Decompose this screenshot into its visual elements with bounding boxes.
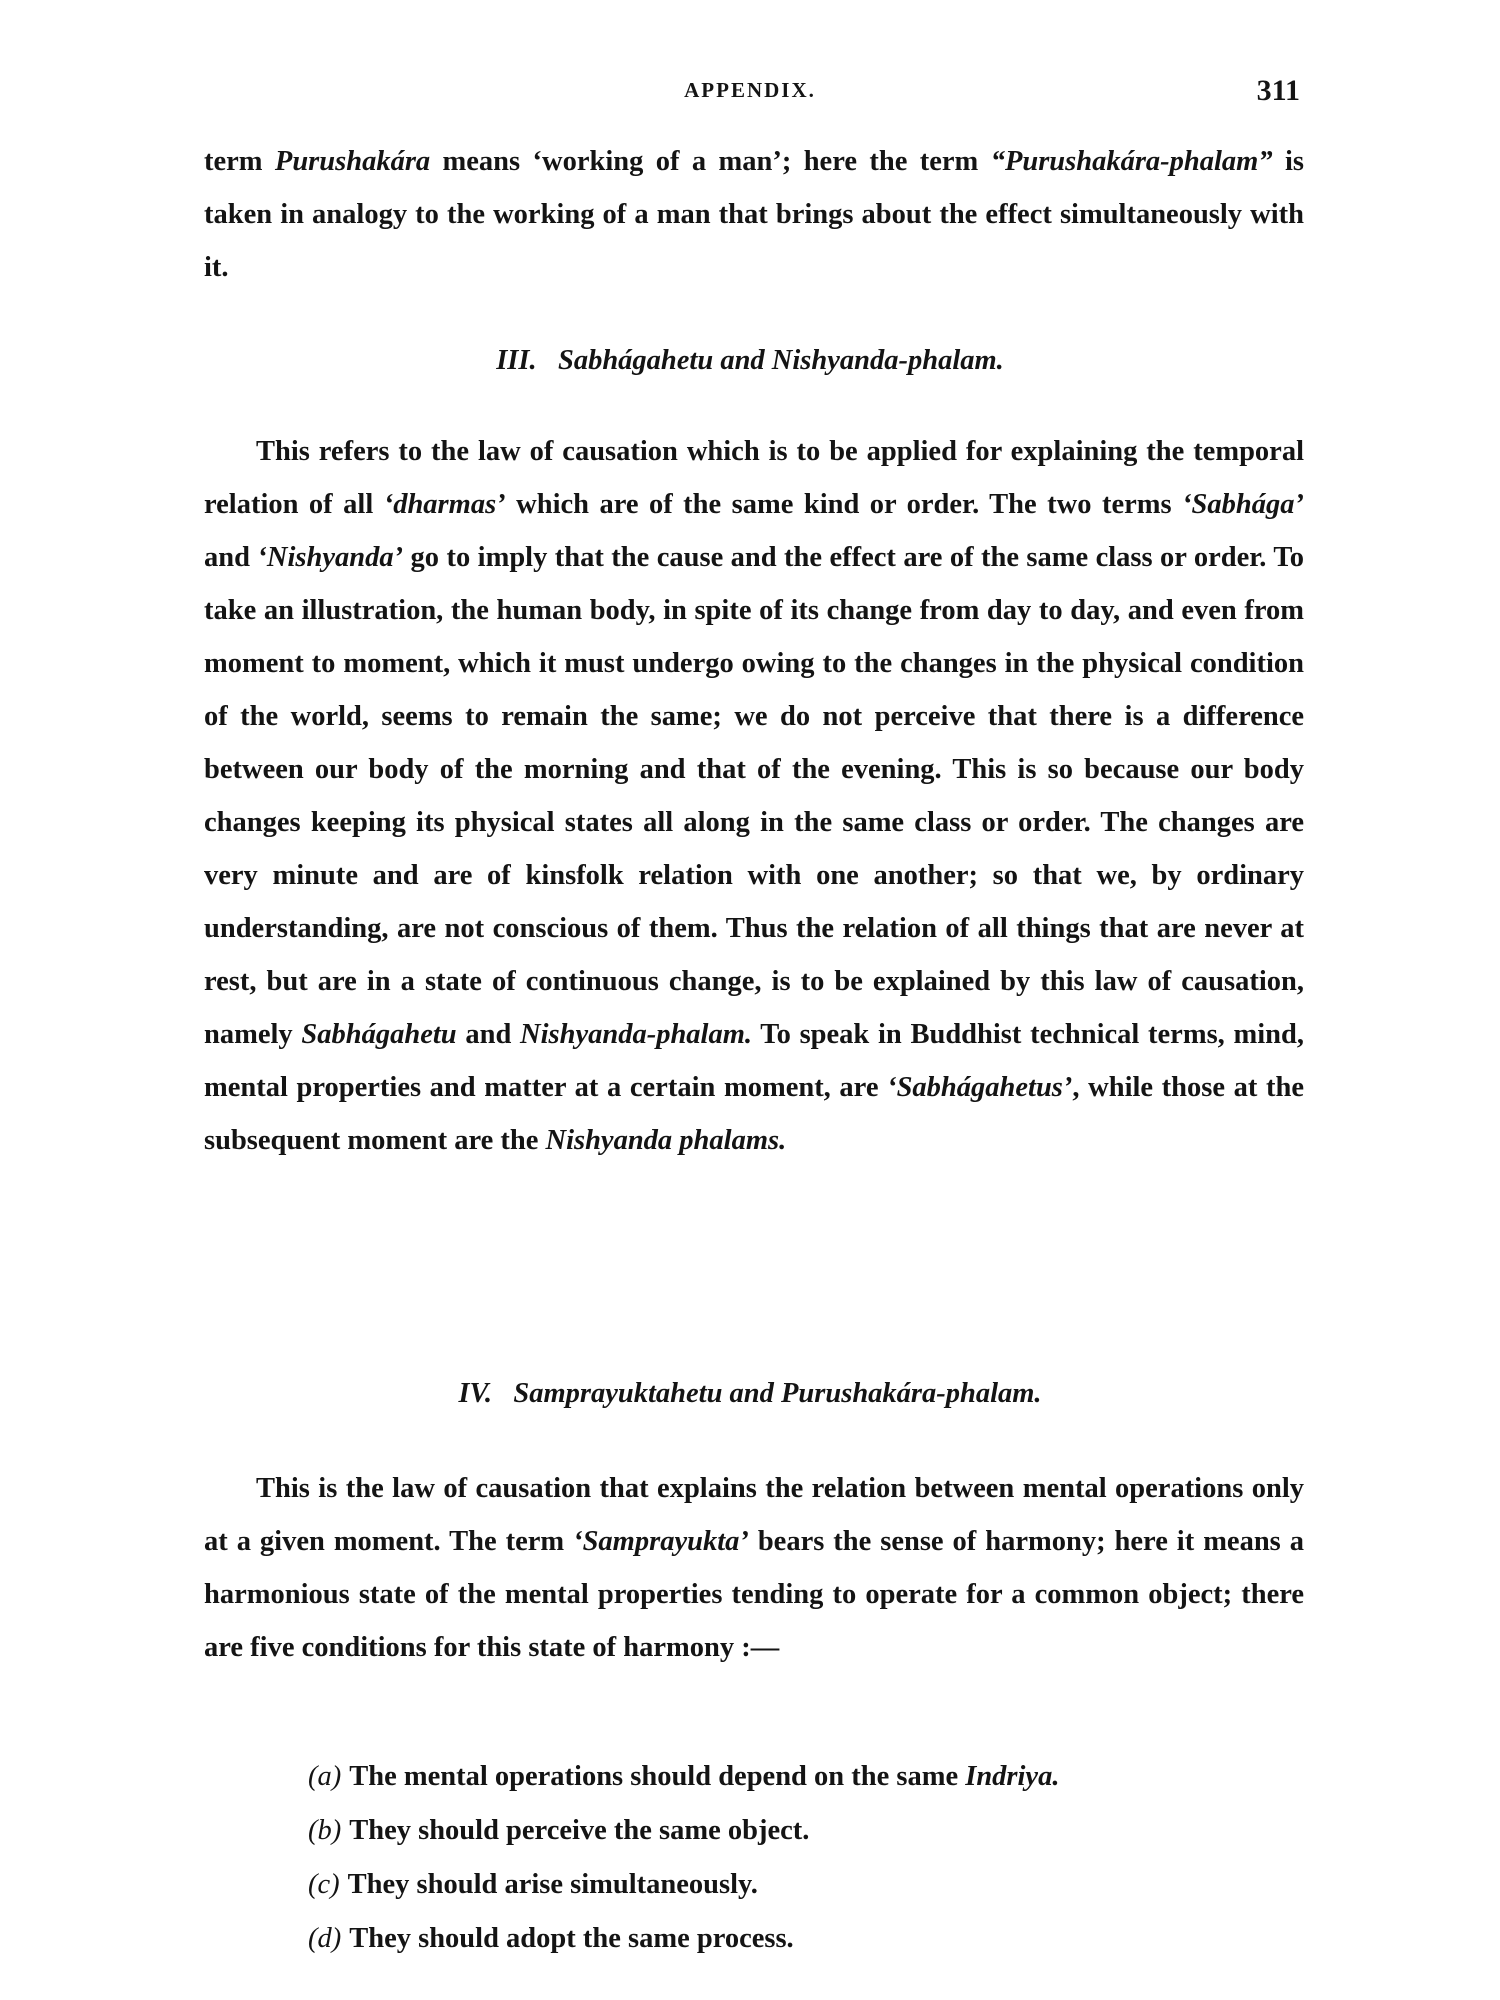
list-item: (a) The mental operations should depend on the same Indriya. [308, 1761, 1060, 1792]
page-number: 311 [1256, 74, 1300, 107]
heading-title: Sabhágahetu and Nishyanda-phalam. [557, 345, 1004, 376]
page-header [200, 74, 1300, 118]
section-heading-iii [200, 345, 1300, 377]
heading-numeral: III. [496, 345, 537, 376]
heading-numeral: IV. [458, 1378, 492, 1409]
paragraph-samprayuktahetu: This is the law of causation that explains the relation between mental operations only at a given moment. The term ‘Samprayukta’ bears the sense of harmony; here it means a harmonious state of the mental properties tending to operate for a common object; there are five conditions for this state of harmony :— [204, 1473, 1304, 1663]
heading-title: Samprayuktahetu and Purushakára-phalam. [513, 1378, 1042, 1409]
list-item: (b) They should perceive the same object. [308, 1815, 810, 1846]
conditions-list [308, 1750, 1288, 1966]
list-item: (c) They should arise simultaneously. [308, 1869, 758, 1900]
paragraph-continuation: term Purushakára means ‘working of a man’; here the term “Purushakára-phalam” is taken in analogy to the working of a man that brings about the effect simultaneously with it. [204, 146, 1305, 283]
running-head: APPENDIX. [684, 78, 816, 102]
list-item: (d) They should adopt the same process. [308, 1923, 794, 1954]
section-heading-iv [200, 1378, 1300, 1410]
paragraph-sabhagahetu: This refers to the law of causation which is to be applied for explaining the temporal relation of all ‘dharmas’ which are of the same kind or order. The two terms ‘Sabhága’ and ‘Nishyanda’ go to imply that the cause and the effect are of the same class or order. To take an illustration, the human body, in spite of its change from day to day, and even from moment to moment, which it must undergo owing to the changes in the physical condition of the world, seems to remain the same; we do not perceive that there is a difference between our body of the morning and that of the evening. This is so because our body changes keeping its physical states all along in the same class or order. The changes are very minute and are of kinsfolk relation with one another; so that we, by ordinary understanding, are not conscious of them. Thus the relation of all things that are never at rest, but are in a state of continuous change, is to be explained by this law of causation, namely Sabhágahetu and Nishyanda-phalam. To speak in Buddhist technical terms, mind, mental properties and matter at a certain moment, are ‘Sabhágahetus’, while those at the subsequent moment are the Nishyanda phalams. [204, 436, 1305, 1156]
